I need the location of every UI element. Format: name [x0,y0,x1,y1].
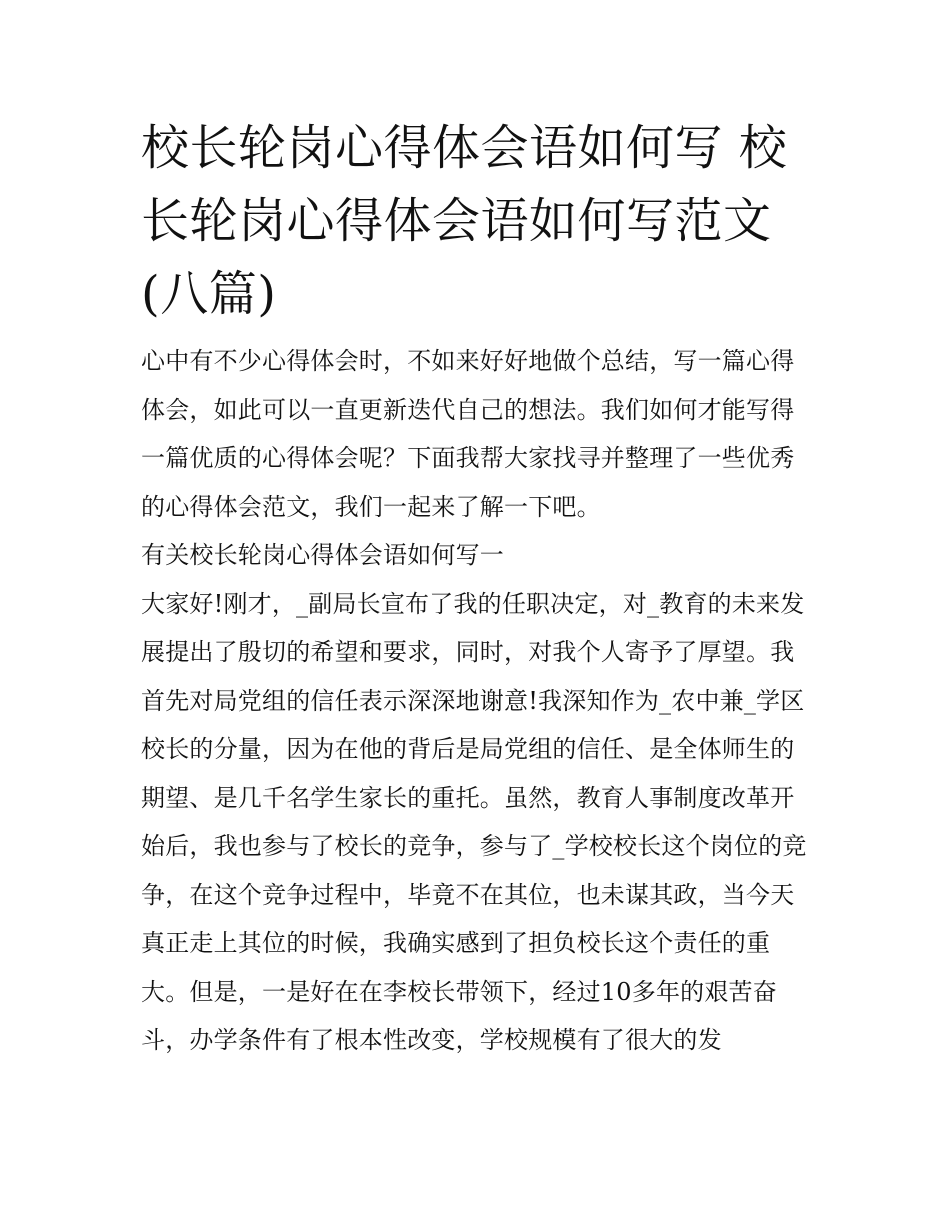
body-paragraph: 大家好!刚才，_副局长宣布了我的任职决定，对_教育的未来发展提出了殷切的希望和要求，同时，对我个人寄予了厚望。我首先对局党组的信任表示深深地谢意!我深知作为_农中兼_学区校长的分量，因为在他的背后是局党组的信任、是全体师生的期望、是几千名学生家长的重托。虽然，教育人事制度改革开始后，我也参与了校长的竞争，参与了_学校校长这个岗位的竞争，在这个竞争过程中，毕竟不在其位，也未谋其政，当今天真正走上其位的时候，我确实感到了担负校长这个责任的重大。但是，一是好在在李校长带领下，经过10多年的艰苦奋斗，办学条件有了根本性改变，学校规模有了很大的发 [141,589,807,1054]
document-title: 校长轮岗心得体会语如何写 校长轮岗心得体会语如何写范文(八篇) [141,120,788,322]
intro-paragraph: 心中有不少心得体会时，不如来好好地做个总结，写一篇心得体会，如此可以一直更新迭代自己的想法。我们如何才能写得一篇优质的心得体会呢？下面我帮大家找寻并整理了一些优秀的心得体会范文，我们一起来了解一下吧。 [141,347,795,521]
document-content [141,112,813,1065]
section-heading: 有关校长轮岗心得体会语如何写一 [141,541,504,569]
